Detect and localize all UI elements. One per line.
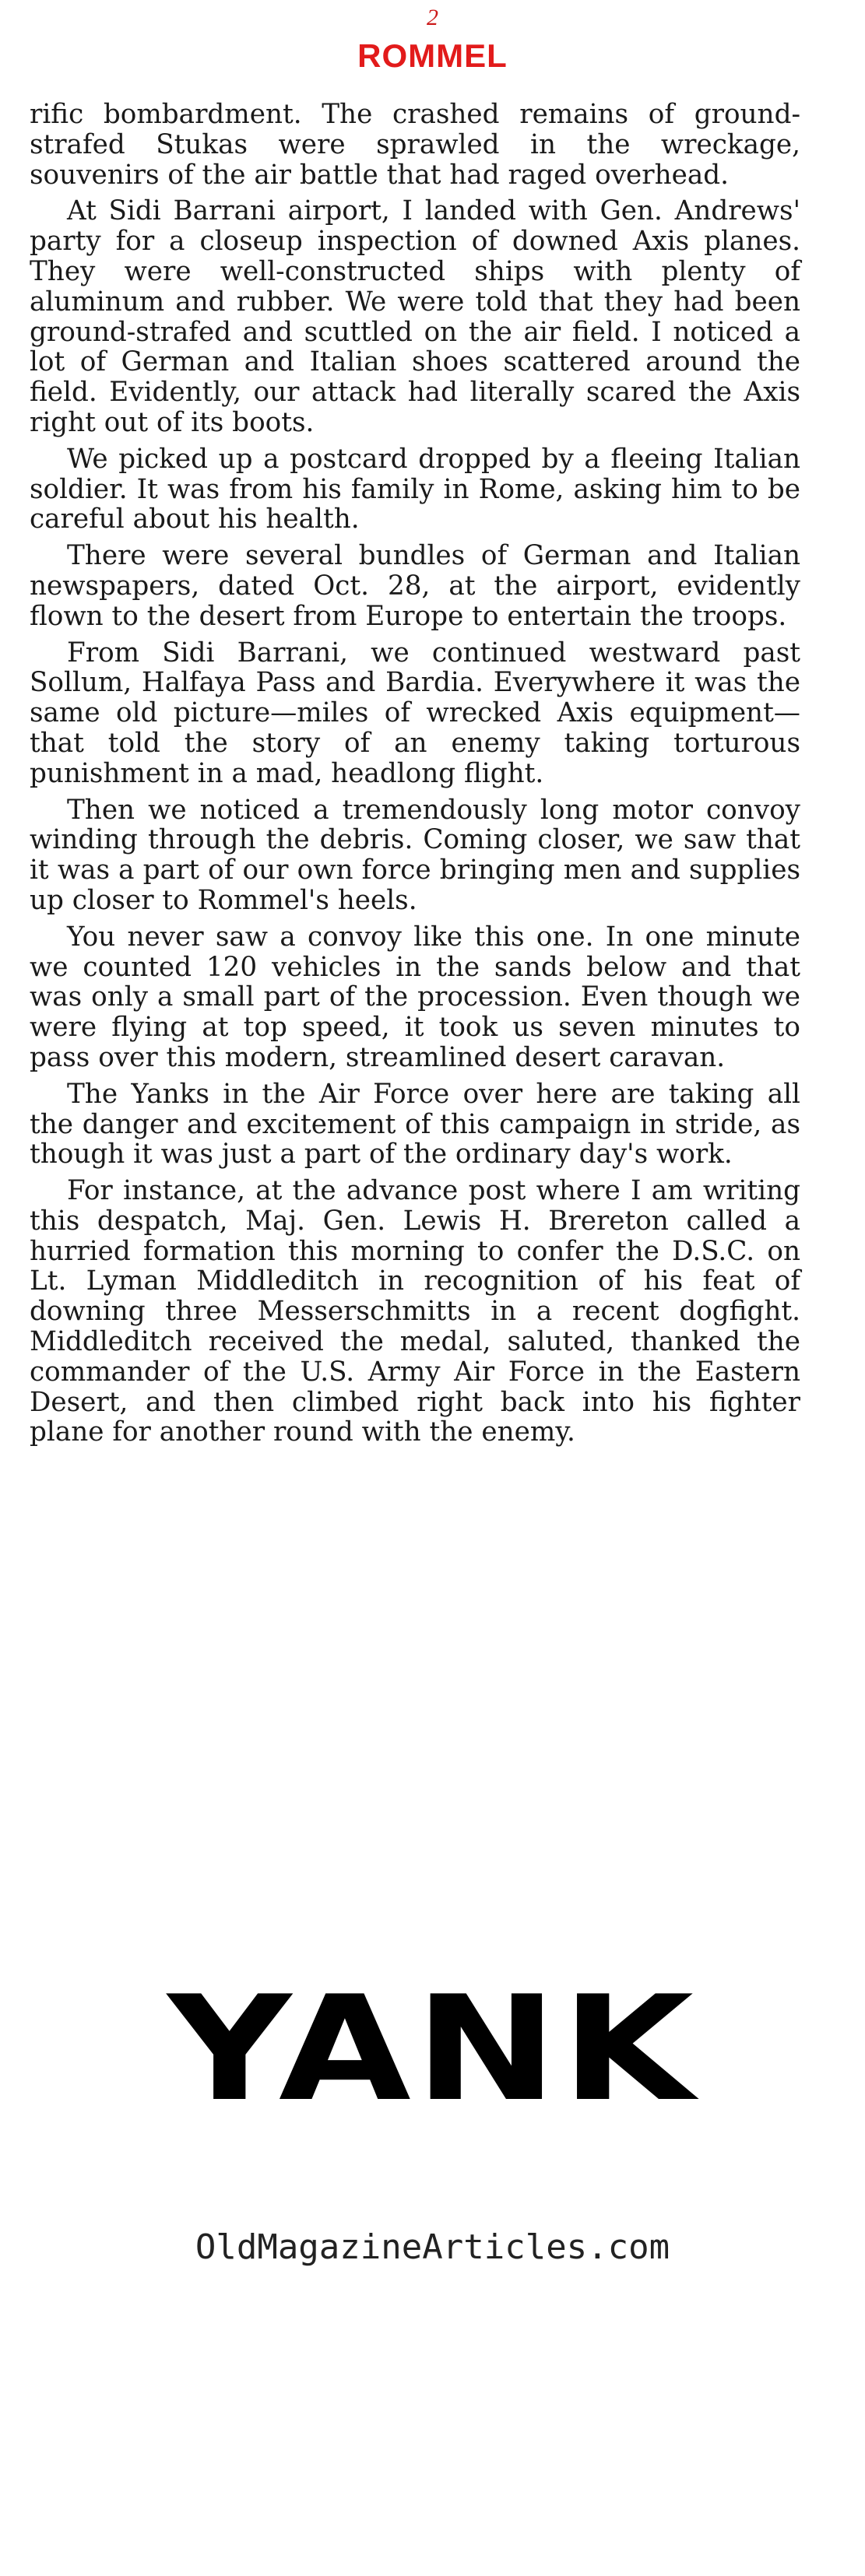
article-paragraph: There were several bundles of German and Italian newspapers, dated Oct. 28, at the airport, evidently flown to the desert from Europe to entertain the troops. <box>30 540 800 632</box>
site-url[interactable]: OldMagazineArticles.com <box>195 2227 670 2267</box>
article-paragraph: From Sidi Barrani, we continued westward past Sollum, Halfaya Pass and Bardia. Everywhere it was the same old picture—miles of wrecked Axis equipment—that told the story of an enemy taking torturous punishment in a mad, headlong flight. <box>30 637 800 789</box>
article-paragraph: For instance, at the advance post where I am writing this despatch, Maj. Gen. Lewis H. Brereton called a hurried formation this morning to confer the D.S.C. on Lt. Lyman Middleditch in recognition of his feat of downing three Messerschmitts in a recent dogfight. Middleditch received the medal, saluted, thanked the commander of the U.S. Army Air Force in the Eastern Desert, and then climbed right back into his fighter plane for another round with the enemy. <box>30 1175 800 1448</box>
article-paragraph: rific bombardment. The crashed remains of ground-strafed Stukas were sprawled in the wreckage, souvenirs of the air battle that had raged overhead. <box>30 99 800 191</box>
article-paragraph: You never saw a convoy like this one. In one minute we counted 120 vehicles in the sands below and that was only a small part of the procession. Even though we were flying at top speed, it took us seven minutes to pass over this modern, streamlined desert caravan. <box>30 921 800 1073</box>
article-paragraph: We picked up a postcard dropped by a fleeing Italian soldier. It was from his family in Rome, asking him to be careful about his health. <box>30 443 800 535</box>
article-body <box>30 100 800 1454</box>
article-paragraph: Then we noticed a tremendously long motor convoy winding through the debris. Coming closer, we saw that it was a part of our own force bringing men and supplies up closer to Rommel's heels. <box>30 794 800 916</box>
page-number: 2 <box>427 5 438 30</box>
article-paragraph: At Sidi Barrani airport, I landed with Gen. Andrews' party for a closeup inspection of downed Axis planes. They were well-constructed ships with plenty of aluminum and rubber. We were told that they had been ground-strafed and scuttled on the air field. I noticed a lot of German and Italian shoes scattered around the field. Evidently, our attack had literally scared the Axis right out of its boots. <box>30 195 800 438</box>
yank-logo: YANK <box>167 1964 698 2133</box>
page-title: ROMMEL <box>357 37 508 74</box>
article-paragraph: The Yanks in the Air Force over here are taking all the danger and excitement of this campaign in stride, as though it was just a part of the ordinary day's work. <box>30 1078 800 1170</box>
